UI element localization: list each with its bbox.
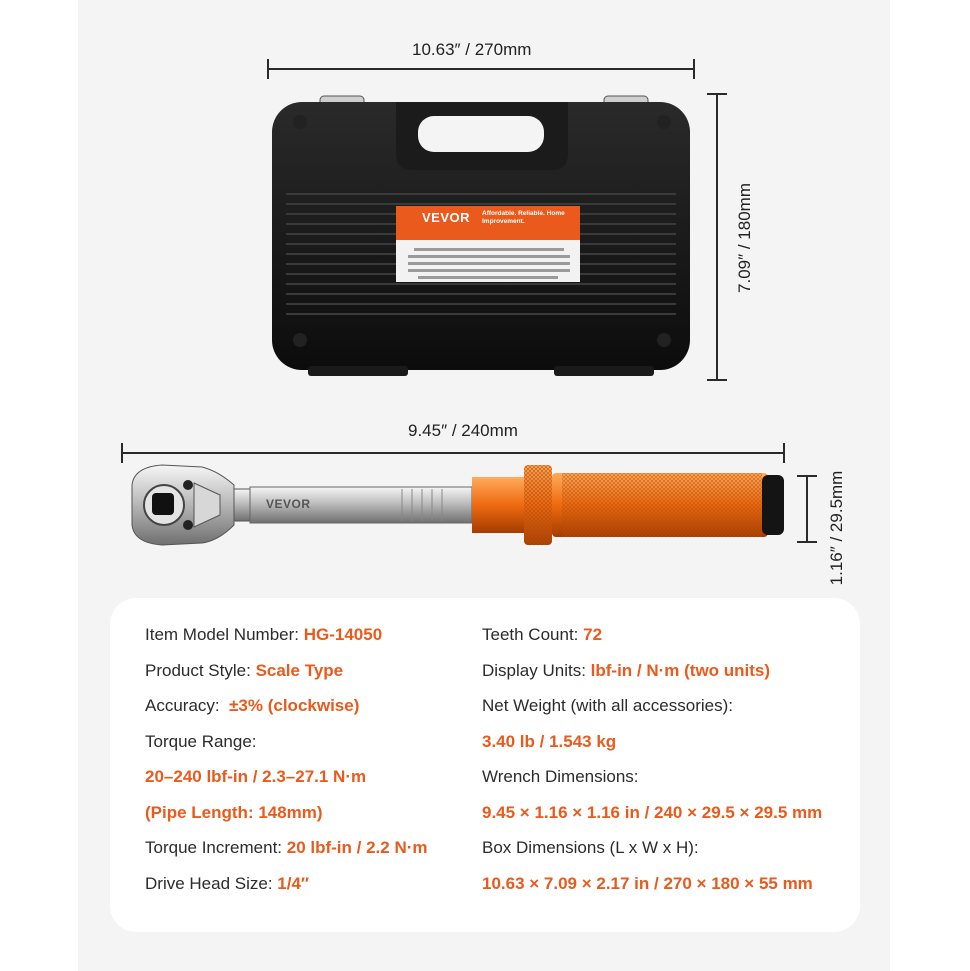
torque-wrench-image [122,455,792,555]
spec-label: Box Dimensions (L x W x H): [482,838,699,857]
case-tagline: Affordable. Reliable. Home Improvement. [482,210,565,225]
spec-value: lbf-in / N·m (two units) [590,660,771,680]
case-width-label: 10.63″ / 270mm [412,40,532,59]
spec-label: Teeth Count: [482,625,584,644]
spec-label: Drive Head Size: [145,873,278,893]
spec-value: 9.45 × 1.16 × 1.16 in / 240 × 29.5 × 29.5 mm [482,802,823,822]
spec-label: Torque Increment: [145,838,287,857]
spec-value: 20–240 lbf-in / 2.3–27.1 N·m [145,767,367,786]
spec-row [145,798,428,834]
wrench-height-line [806,476,808,542]
spec-value: 72 [583,625,603,644]
spec-row [145,656,428,692]
spec-row [145,833,428,869]
spec-label: Wrench Dimensions: [482,767,639,786]
spec-label: Net Weight (with all accessories): [482,696,733,715]
case-height-tick-top [707,93,727,95]
spec-value: 10.63 × 7.09 × 2.17 in / 270 × 180 × 55 mm [482,873,813,893]
wrench-brand-logo: VEVOR [266,497,311,511]
spec-row [482,869,822,905]
case-height-line [716,94,718,380]
spec-value: 20 lbf-in / 2.2 N·m [286,838,428,857]
case-height-label: 7.09″ / 180mm [735,183,754,293]
tool-case-image [268,94,694,380]
spec-row [482,798,822,834]
wrench-height-tick-top [797,475,817,477]
spec-row [482,762,822,798]
spec-row [145,762,428,798]
specs-right-column [482,620,822,904]
spec-row [482,833,822,869]
case-width-tick-right [693,59,695,79]
case-height-tick-bottom [707,379,727,381]
wrench-height-tick-bottom [797,541,817,543]
case-brand-logo: VEVOR [422,210,471,225]
spec-label: Display Units: [482,660,591,680]
spec-row [145,727,428,763]
spec-value: (Pipe Length: 148mm) [145,802,323,822]
case-width-line [268,68,694,70]
spec-row [482,691,822,727]
spec-row [145,620,428,656]
spec-row [482,727,822,763]
spec-value: Scale Type [255,660,344,680]
spec-row [145,691,428,727]
spec-label: Accuracy: [145,696,230,715]
spec-label: Product Style: [145,660,256,680]
case-width-tick-left [267,59,269,79]
spec-row [145,869,428,905]
wrench-length-label: 9.45″ / 240mm [408,421,518,440]
spec-value: HG-14050 [303,625,383,644]
spec-label: Torque Range: [145,731,257,751]
specs-left-column [145,620,428,904]
spec-value: 3.40 lb / 1.543 kg [482,731,617,751]
spec-value: 1/4″ [277,873,310,893]
spec-row [482,656,822,692]
spec-value: ±3% (clockwise) [229,696,360,715]
spec-label: Item Model Number: [145,625,304,644]
wrench-height-label: 1.16″ / 29.5mm [827,470,846,586]
wrench-length-line [122,452,784,454]
specifications-card [110,598,860,932]
spec-row [482,620,822,656]
